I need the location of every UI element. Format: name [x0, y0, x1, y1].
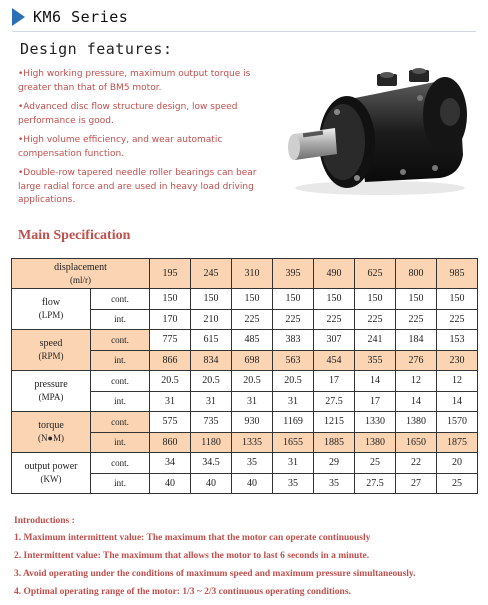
param-name: pressure: [34, 379, 68, 390]
table-cell: 40: [232, 473, 273, 494]
row-label: cont.: [91, 289, 150, 310]
table-cell: 20: [437, 453, 478, 474]
specification-table: [11, 258, 478, 494]
table-cell: 1875: [437, 432, 478, 453]
row-label: int.: [91, 309, 150, 330]
table-cell: 225: [232, 309, 273, 330]
table-cell: 735: [191, 412, 232, 433]
displacement-row: [12, 259, 478, 289]
table-cell: 1335: [232, 432, 273, 453]
header-divider: [12, 31, 476, 32]
table-cell: 775: [150, 330, 191, 351]
table-cell: 34: [150, 453, 191, 474]
table-row: [12, 289, 478, 310]
displacement-label: displacement: [54, 261, 107, 273]
table-cell: 150: [191, 289, 232, 310]
table-cell: 150: [314, 289, 355, 310]
table-cell: 834: [191, 350, 232, 371]
table-cell: 615: [191, 330, 232, 351]
table-cell: 35: [273, 473, 314, 494]
table-cell: 170: [150, 309, 191, 330]
param-unit: (KW): [40, 474, 62, 484]
features-title: Design features:: [20, 40, 173, 58]
table-cell: 17: [355, 391, 396, 412]
series-header: [12, 6, 128, 28]
feature-item: •High volume efficiency, and wear automatic compensation function.: [18, 135, 223, 159]
table-cell: 20.5: [232, 371, 273, 392]
table-cell: 31: [150, 391, 191, 412]
table-cell: 485: [232, 330, 273, 351]
features-list: [18, 68, 276, 214]
table-cell: 575: [150, 412, 191, 433]
table-cell: 40: [191, 473, 232, 494]
table-cell: 35: [314, 473, 355, 494]
displacement-value: 490: [314, 259, 355, 289]
note-item: 4. Optimal operating range of the motor: 1/3 ~ 2/3 continuous operating conditions.: [14, 587, 351, 597]
table-cell: 153: [437, 330, 478, 351]
table-cell: 1650: [396, 432, 437, 453]
table-cell: 25: [355, 453, 396, 474]
table-cell: 20.5: [273, 371, 314, 392]
table-cell: 14: [437, 391, 478, 412]
row-label: int.: [91, 391, 150, 412]
table-cell: 1885: [314, 432, 355, 453]
row-label: cont.: [91, 453, 150, 474]
displacement-value: 195: [150, 259, 191, 289]
displacement-value: 800: [396, 259, 437, 289]
row-label: cont.: [91, 412, 150, 433]
hydraulic-motor-image: [285, 60, 475, 200]
table-cell: 1570: [437, 412, 478, 433]
displacement-value: 310: [232, 259, 273, 289]
spec-title: Main Specification: [18, 228, 131, 243]
table-cell: 31: [273, 453, 314, 474]
param-unit: (N●M): [38, 433, 64, 443]
param-unit: (MPA): [38, 392, 64, 402]
param-output-power-cell: [12, 453, 91, 494]
table-cell: 14: [396, 391, 437, 412]
table-cell: 307: [314, 330, 355, 351]
feature-item: •Double-row tapered needle roller bearings can bear large radial force and are used in heavy load driving applications.: [18, 168, 257, 205]
param-pressure-cell: [12, 371, 91, 412]
row-label: cont.: [91, 371, 150, 392]
row-label: int.: [91, 432, 150, 453]
feature-item: •Advanced disc flow structure design, low speed performance is good.: [18, 102, 238, 126]
table-cell: 225: [355, 309, 396, 330]
table-cell: 1215: [314, 412, 355, 433]
table-cell: 14: [355, 371, 396, 392]
row-label: int.: [91, 473, 150, 494]
table-cell: 1655: [273, 432, 314, 453]
table-cell: 1330: [355, 412, 396, 433]
table-cell: 150: [396, 289, 437, 310]
table-cell: 225: [396, 309, 437, 330]
table-cell: 150: [355, 289, 396, 310]
table-cell: 1380: [355, 432, 396, 453]
table-cell: 383: [273, 330, 314, 351]
table-cell: 860: [150, 432, 191, 453]
table-cell: 29: [314, 453, 355, 474]
param-name: output power: [24, 461, 78, 472]
table-cell: 150: [150, 289, 191, 310]
table-row: [12, 371, 478, 392]
introductions-title: Introductions :: [14, 516, 75, 526]
table-cell: 355: [355, 350, 396, 371]
table-cell: 27.5: [314, 391, 355, 412]
table-cell: 184: [396, 330, 437, 351]
table-cell: 12: [437, 371, 478, 392]
introductions-section: [14, 516, 479, 605]
table-cell: 241: [355, 330, 396, 351]
displacement-value: 985: [437, 259, 478, 289]
table-cell: 210: [191, 309, 232, 330]
triangle-bullet-icon: [12, 8, 25, 26]
table-cell: 866: [150, 350, 191, 371]
row-label: cont.: [91, 330, 150, 351]
table-cell: 225: [273, 309, 314, 330]
table-cell: 20.5: [150, 371, 191, 392]
table-row: [12, 330, 478, 351]
table-cell: 1180: [191, 432, 232, 453]
displacement-label-cell: [12, 259, 150, 289]
table-row: [12, 412, 478, 433]
table-cell: 930: [232, 412, 273, 433]
displacement-value: 625: [355, 259, 396, 289]
table-cell: 563: [273, 350, 314, 371]
note-item: 1. Maximum intermittent value: The maximum that the motor can operate continuously: [14, 533, 371, 543]
table-cell: 698: [232, 350, 273, 371]
param-flow-cell: [12, 289, 91, 330]
table-cell: 150: [273, 289, 314, 310]
table-cell: 276: [396, 350, 437, 371]
displacement-value: 245: [191, 259, 232, 289]
series-title: KM6 Series: [33, 8, 129, 26]
param-name: torque: [38, 420, 64, 431]
displacement-value: 395: [273, 259, 314, 289]
feature-item: •High working pressure, maximum output torque is greater than that of BM5 motor.: [18, 69, 251, 93]
displacement-unit: (ml/r): [70, 274, 91, 285]
table-cell: 35: [232, 453, 273, 474]
param-unit: (RPM): [38, 351, 64, 361]
row-label: int.: [91, 350, 150, 371]
table-cell: 31: [273, 391, 314, 412]
table-cell: 454: [314, 350, 355, 371]
table-cell: 22: [396, 453, 437, 474]
table-row: [12, 453, 478, 474]
table-cell: 27.5: [355, 473, 396, 494]
table-cell: 1380: [396, 412, 437, 433]
table-cell: 225: [437, 309, 478, 330]
table-cell: 12: [396, 371, 437, 392]
table-cell: 150: [232, 289, 273, 310]
table-cell: 1169: [273, 412, 314, 433]
param-unit: (LPM): [38, 310, 64, 320]
table-cell: 150: [437, 289, 478, 310]
note-item: 2. Intermittent value: The maximum that allows the motor to last 6 seconds in a minute.: [14, 551, 370, 561]
table-cell: 31: [191, 391, 232, 412]
table-cell: 230: [437, 350, 478, 371]
table-cell: 20.5: [191, 371, 232, 392]
param-torque-cell: [12, 412, 91, 453]
param-name: speed: [39, 338, 63, 349]
table-cell: 25: [437, 473, 478, 494]
param-name: flow: [41, 297, 61, 308]
table-cell: 31: [232, 391, 273, 412]
table-cell: 40: [150, 473, 191, 494]
table-cell: 27: [396, 473, 437, 494]
table-cell: 34.5: [191, 453, 232, 474]
param-speed-cell: [12, 330, 91, 371]
note-item: 3. Avoid operating under the conditions of maximum speed and maximum pressure simultaneously.: [14, 569, 416, 579]
table-cell: 17: [314, 371, 355, 392]
table-cell: 225: [314, 309, 355, 330]
